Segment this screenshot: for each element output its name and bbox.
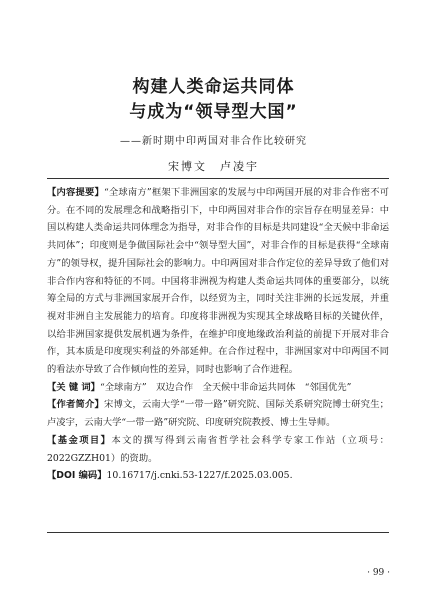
abstract-label: 【内容提要】	[47, 187, 104, 198]
bottom-divider	[47, 532, 389, 533]
article-title-line-2: 与成为“领导型大国”	[129, 102, 298, 122]
abstract-text: “全球南方”框架下非洲国家的发展与中印两国开展的对非合作密不可分。在不同的发展理念和战略指引下，中印两国对非合作的宗旨存在明显差异：中国以构建人类命运共同体理念为指导，对非合作的目标是共同建设“全天候中非命运共同体”；印度则是争做国际社会中“领导型大国”，对非合作的目标是获得“全球南方”的领导权，提升国际社会的影响力。中印两国对非合作定位的差异导致了他们对非合作内容和特征的不同。中国将非洲视为构建人类命运共同体的重要部分，以统筹全局的方式与非洲国家展开合作，以经贸为主，同时关注非洲的长远发展，并重视对非洲自主发展能力的培育。印度将非洲视为实现其全球战略目标的关键伙伴，以给非洲国家提供发展机遇为条件，在维护印度地缘政治利益的前提下开展对非合作，其本质是印度现实利益的外部延伸。在合作过程中，非洲国家对中印两国不同的看法亦导致了合作倾向性的差异，同时也影响了合作进程。	[47, 187, 389, 376]
author-bio-label: 【作者简介】	[47, 399, 104, 411]
page-number: · 99 ·	[367, 568, 390, 578]
article-title-line-1: 构建人类命运共同体	[132, 77, 295, 97]
keywords-text: “全球南方” 双边合作 全天候中非命运共同体 “邻国优先”	[99, 381, 352, 393]
article-subtitle: ——新时期中印两国对非合作比较研究	[120, 136, 307, 147]
keywords	[47, 379, 389, 397]
keywords-label: 【关 键 词】	[47, 381, 100, 393]
abstract	[47, 184, 389, 379]
doi-text: 10.16717/j.cnki.53-1227/f.2025.03.005.	[106, 470, 293, 482]
doi-label: 【DOI 编码】	[47, 470, 107, 482]
author-bio	[47, 396, 389, 431]
abstract-block	[47, 184, 389, 485]
funding-label: 【基金项目】	[47, 434, 112, 446]
top-divider	[47, 178, 389, 179]
authors: 宋博文 卢凌宇	[168, 160, 259, 173]
doi	[47, 467, 389, 485]
funding	[47, 432, 389, 467]
funding-text: 本文的撰写得到云南省哲学社会科学专家工作站（立项号：2022GZZH01）的资助。	[47, 434, 389, 464]
author-bio-text: 宋博文，云南大学“一带一路”研究院、国际关系研究院博士研究生；卢凌宇，云南大学“一带一路”研究院、印度研究院教授、博士生导师。	[47, 399, 389, 429]
